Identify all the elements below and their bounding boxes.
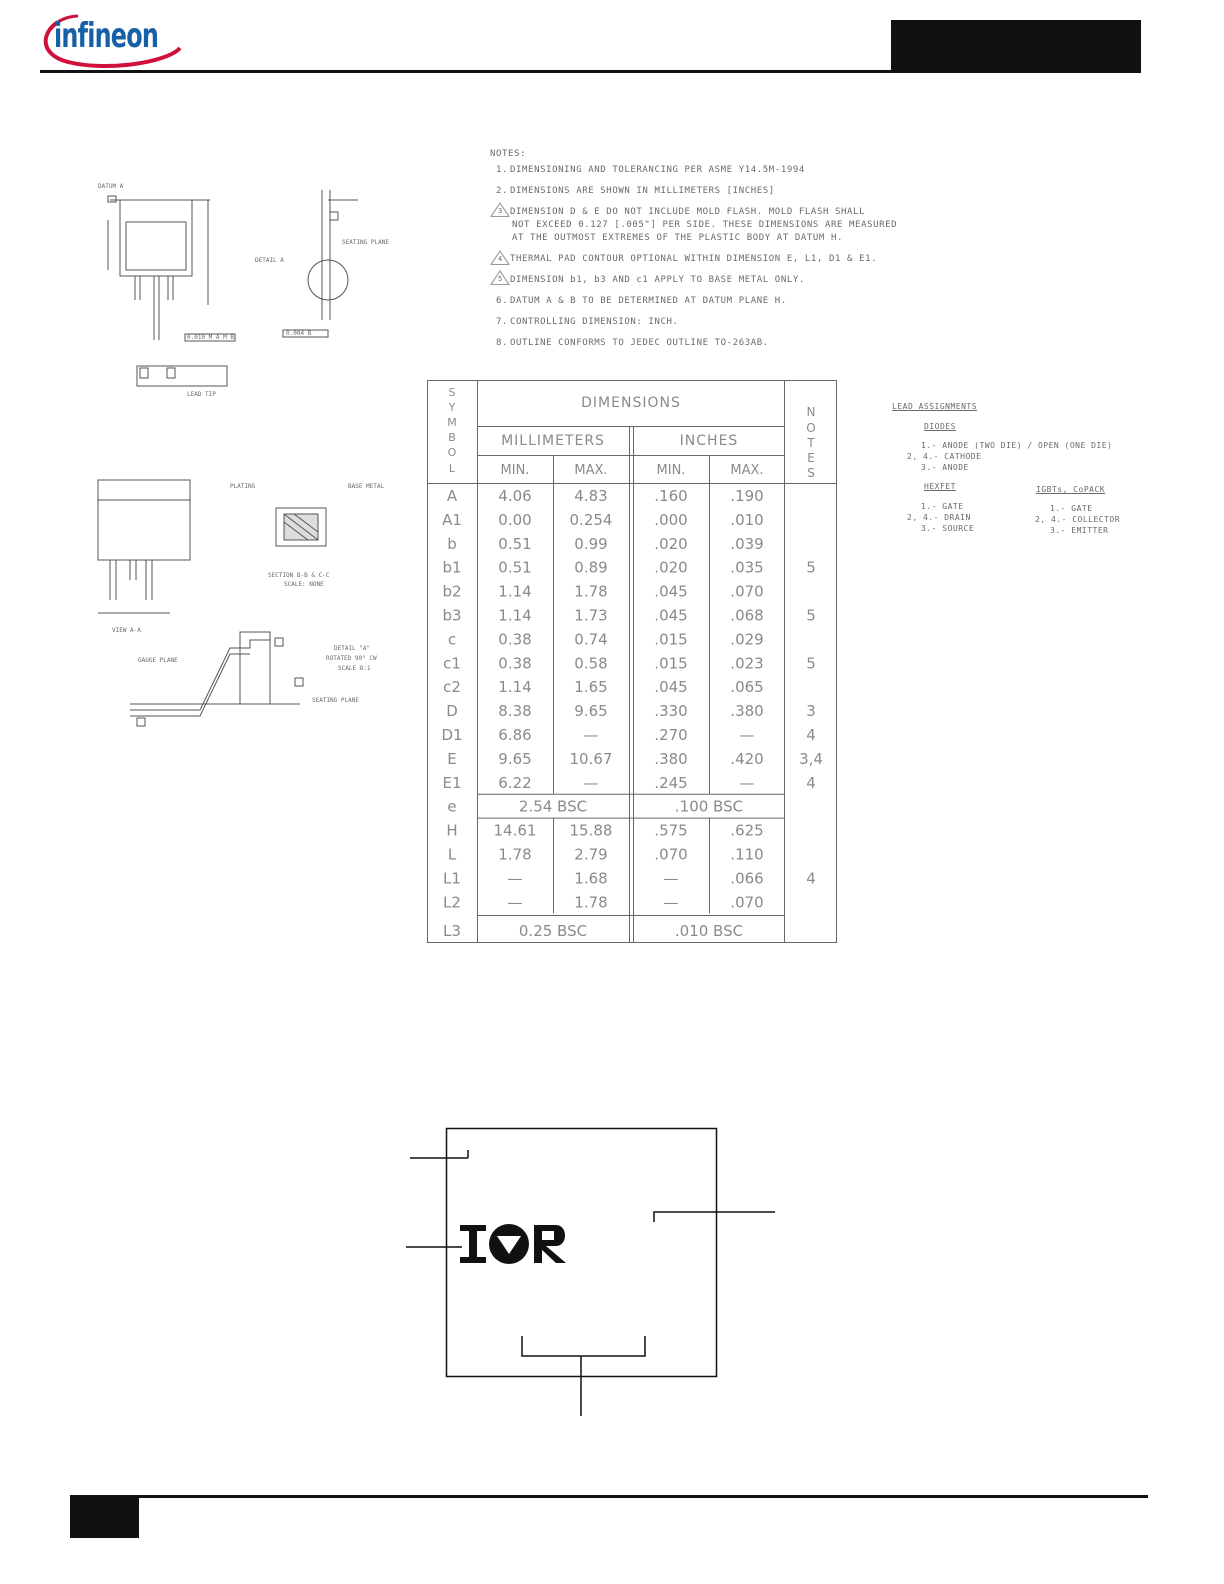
cell-mm-max: 1.68: [574, 869, 608, 888]
cell-in-max: .380: [730, 702, 764, 721]
cell-note: 4: [806, 869, 816, 888]
diodes-title: DIODES: [924, 422, 956, 431]
cell-mm-min: 1.14: [498, 678, 532, 697]
detail-a-label: DETAIL A: [255, 257, 284, 264]
cell-in-bsc: .100 BSC: [674, 797, 744, 816]
cell-note: 3,4: [799, 749, 823, 768]
diodes-item-3: 3.- ANODE: [921, 463, 969, 472]
cell-symbol: c: [447, 630, 457, 649]
cell-in-max: —: [739, 773, 755, 792]
footer-rule: [70, 1495, 1148, 1498]
cell-in-max: .420: [730, 749, 764, 768]
note-2-num: 2.: [496, 186, 509, 196]
note-7-num: 7.: [496, 317, 509, 327]
mm-min-header: MIN.: [500, 463, 530, 478]
view-aa-body: [98, 480, 190, 560]
note-8-num: 8.: [496, 338, 509, 348]
cell-mm-min: 8.38: [498, 702, 532, 721]
cell-in-min: .000: [654, 510, 688, 529]
note-4-text: THERMAL PAD CONTOUR OPTIONAL WITHIN DIMENSION E, L1, D1 & E1.: [510, 254, 878, 264]
igbt-item-3: 3.- EMITTER: [1050, 526, 1109, 535]
cell-in-max: .190: [730, 487, 764, 505]
cell-note: 5: [806, 606, 816, 625]
cell-symbol: L: [447, 845, 457, 864]
package-drawings: [90, 170, 420, 750]
cell-in-max: .068: [730, 606, 764, 625]
cell-mm-bsc: 2.54 BSC: [518, 797, 588, 816]
cell-symbol: b1: [442, 558, 462, 577]
symbol-header-6: L: [448, 462, 456, 475]
datum-a-label: DATUM A: [98, 183, 124, 190]
cell-symbol: D: [446, 702, 458, 721]
igbt-item-2: 2, 4.- COLLECTOR: [1035, 515, 1121, 524]
cell-mm-max: 1.78: [574, 893, 608, 912]
note-8-text: OUTLINE CONFORMS TO JEDEC OUTLINE TO-263AB.: [510, 338, 769, 348]
cell-mm-max: 1.78: [574, 582, 608, 601]
cell-in-min: .245: [654, 773, 688, 792]
cell-mm-max: 10.67: [569, 749, 613, 768]
hexfet-item-1: 1.- GATE: [921, 502, 964, 511]
cell-mm-max: 0.74: [574, 630, 608, 649]
symbol-header-1: S: [448, 386, 456, 399]
cell-mm-min: —: [507, 869, 523, 888]
cell-in-max: .070: [730, 582, 764, 601]
cell-symbol: D1: [441, 726, 463, 744]
part-marking-diagram: [400, 1120, 790, 1420]
cell-mm-min: 14.61: [493, 821, 537, 840]
cell-symbol: E: [447, 749, 457, 768]
notes-header-1: N: [806, 405, 816, 419]
cell-symbol: E1: [442, 773, 462, 792]
top-view-body: [120, 200, 192, 276]
plating-label: PLATING: [230, 483, 256, 490]
cell-symbol: e: [447, 797, 457, 816]
cell-symbol: b2: [442, 582, 462, 601]
dimensions-table: [427, 380, 837, 943]
notes-header-4: E: [807, 451, 815, 465]
note-3-text-2: NOT EXCEED 0.127 [.005"] PER SIDE. THESE DIMENSIONS ARE MEASURED: [512, 220, 898, 230]
cell-in-max: .110: [730, 845, 764, 864]
cell-mm-min: 4.06: [498, 487, 532, 505]
cell-note: 5: [806, 558, 816, 577]
tolerance-frame-1: 0.010 M A M B: [187, 334, 234, 341]
detail-a-lead: [130, 640, 270, 710]
cell-in-min: —: [663, 869, 679, 888]
note-6-text: DATUM A & B TO BE DETERMINED AT DATUM PLANE H.: [510, 296, 787, 306]
cell-symbol: b: [447, 534, 457, 553]
cell-mm-min: 9.65: [498, 749, 532, 768]
in-max-header: MAX.: [730, 463, 764, 478]
scale-none-label: SCALE: NONE: [284, 581, 324, 588]
cell-in-max: .029: [730, 630, 764, 649]
cell-mm-max: 0.254: [569, 510, 613, 529]
detail-a-circle: [308, 260, 348, 300]
note-6-num: 6.: [496, 296, 509, 306]
cell-note: 4: [806, 726, 816, 744]
note-1-text: DIMENSIONING AND TOLERANCING PER ASME Y14.5M-1994: [510, 165, 805, 175]
lead-tip-label: LEAD TIP: [187, 391, 216, 398]
cell-in-min: .575: [654, 821, 688, 840]
note-3-text-3: AT THE OUTMOST EXTREMES OF THE PLASTIC BODY AT DATUM H.: [512, 233, 844, 243]
cell-symbol: H: [446, 821, 458, 840]
cell-in-max: .035: [730, 558, 764, 577]
seating-plane-label-1: SEATING PLANE: [342, 239, 389, 246]
notes-header-3: T: [807, 436, 815, 450]
cell-in-max: .065: [730, 678, 764, 697]
cell-mm-max: 1.65: [574, 678, 608, 697]
cell-in-min: .070: [654, 845, 688, 864]
cell-mm-max: 4.83: [574, 487, 608, 505]
footer-page-block: [70, 1495, 139, 1538]
dimensions-header: DIMENSIONS: [581, 395, 681, 411]
cell-in-min: .020: [654, 534, 688, 553]
millimeters-header: MILLIMETERS: [501, 433, 605, 449]
notes-header-2: O: [806, 421, 816, 435]
marking-box: [447, 1129, 717, 1377]
header-rule: [40, 70, 1141, 73]
cell-symbol: L2: [443, 893, 461, 912]
cell-in-max: .066: [730, 869, 764, 888]
cell-mm-max: 1.73: [574, 606, 608, 625]
diodes-item-2: 2, 4.- CATHODE: [907, 452, 982, 461]
cell-mm-bsc: 0.25 BSC: [518, 922, 588, 940]
cell-note: 4: [806, 773, 816, 792]
inches-header: INCHES: [679, 433, 739, 449]
symbol-header-2: Y: [448, 401, 456, 414]
cell-mm-min: 0.51: [498, 558, 532, 577]
cell-mm-min: 1.14: [498, 582, 532, 601]
cell-mm-min: 0.38: [498, 654, 532, 673]
igbt-title: IGBTs, CoPACK: [1036, 485, 1106, 494]
hexfet-title: HEXFET: [924, 482, 956, 491]
cell-symbol: A1: [442, 510, 462, 529]
cell-in-min: —: [663, 893, 679, 912]
notes-header-5: S: [807, 466, 815, 480]
rotated-label: ROTATED 90° CW: [326, 655, 377, 662]
cell-mm-max: 0.99: [574, 534, 608, 553]
cell-mm-min: 1.14: [498, 606, 532, 625]
note-4-num: 4: [498, 255, 503, 263]
cell-in-min: .015: [654, 654, 688, 673]
note-3-num: 3: [498, 207, 503, 215]
cell-in-min: .330: [654, 702, 688, 721]
cell-mm-max: —: [583, 773, 599, 792]
header-title-block: [891, 20, 1141, 73]
seating-plane-label-2: SEATING PLANE: [312, 697, 359, 704]
note-5-text: DIMENSION b1, b3 AND c1 APPLY TO BASE METAL ONLY.: [510, 275, 805, 285]
symbol-header-5: O: [447, 446, 457, 459]
cell-in-min: .020: [654, 558, 688, 577]
cell-in-min: .015: [654, 630, 688, 649]
cell-in-min: .045: [654, 582, 688, 601]
cell-mm-max: —: [583, 726, 599, 744]
cell-mm-max: 0.89: [574, 558, 608, 577]
tolerance-frame-2: 0.004 B: [286, 330, 312, 337]
cell-in-min: .045: [654, 606, 688, 625]
cell-mm-max: 2.79: [574, 845, 608, 864]
cell-mm-min: 0.00: [498, 510, 532, 529]
logo-text: infineon: [54, 16, 159, 56]
ior-logo-text: IOR: [400, 1120, 402, 1121]
gauge-plane-label: GAUGE PLANE: [138, 657, 178, 664]
cell-symbol: c2: [443, 678, 461, 697]
infineon-logo: [38, 10, 188, 72]
scale-8-label: SCALE 8:1: [338, 665, 371, 672]
symbol-header-3: M: [447, 416, 457, 429]
cell-in-min: .380: [654, 749, 688, 768]
hexfet-item-3: 3.- SOURCE: [921, 524, 975, 533]
cell-symbol: L1: [443, 869, 461, 888]
note-7-text: CONTROLLING DIMENSION: INCH.: [510, 317, 679, 327]
igbt-item-1: 1.- GATE: [1050, 504, 1093, 513]
cell-in-max: .010: [730, 510, 764, 529]
lead-assignments-title: LEAD ASSIGNMENTS: [892, 402, 978, 411]
cell-mm-max: 0.58: [574, 654, 608, 673]
note-1-num: 1.: [496, 165, 509, 175]
hexfet-item-2: 2, 4.- DRAIN: [907, 513, 971, 522]
cell-mm-max: 9.65: [574, 702, 608, 721]
note-2-text: DIMENSIONS ARE SHOWN IN MILLIMETERS [INCHES]: [510, 186, 775, 196]
cell-in-max: —: [739, 726, 755, 744]
cell-mm-min: —: [507, 893, 523, 912]
symbol-header-4: B: [448, 431, 456, 444]
cell-symbol: L3: [443, 922, 461, 940]
note-3-text: DIMENSION D & E DO NOT INCLUDE MOLD FLASH. MOLD FLASH SHALL: [510, 207, 866, 217]
cell-in-max: .070: [730, 893, 764, 912]
cell-symbol: c1: [443, 654, 461, 673]
cell-mm-min: 0.38: [498, 630, 532, 649]
cell-in-max: .023: [730, 654, 764, 673]
cell-mm-min: 6.22: [498, 773, 532, 792]
cell-note: 5: [806, 654, 816, 673]
cell-note: 3: [806, 702, 816, 721]
cell-mm-max: 15.88: [569, 821, 613, 840]
notes-title: NOTES:: [490, 149, 527, 159]
cell-in-min: .160: [654, 487, 688, 505]
note-5-num: 5: [498, 275, 503, 283]
cell-in-max: .039: [730, 534, 764, 553]
mm-max-header: MAX.: [574, 463, 608, 478]
ior-logo: [460, 1224, 566, 1264]
cell-symbol: b3: [442, 606, 462, 625]
base-metal-label: BASE METAL: [348, 483, 385, 490]
cell-symbol: A: [446, 487, 458, 505]
cell-in-min: .045: [654, 678, 688, 697]
detail-a2-label: DETAIL "A": [334, 645, 371, 652]
cell-mm-min: 1.78: [498, 845, 532, 864]
cell-in-max: .625: [730, 821, 764, 840]
cell-mm-min: 6.86: [498, 726, 532, 744]
in-min-header: MIN.: [656, 463, 686, 478]
section-label: SECTION B-B & C-C: [268, 572, 330, 579]
cell-mm-min: 0.51: [498, 534, 532, 553]
diodes-item-1: 1.- ANODE (TWO DIE) / OPEN (ONE DIE): [921, 441, 1113, 450]
cell-in-bsc: .010 BSC: [674, 922, 744, 940]
cell-in-min: .270: [654, 726, 688, 744]
view-aa-label: VIEW A-A: [112, 627, 141, 634]
